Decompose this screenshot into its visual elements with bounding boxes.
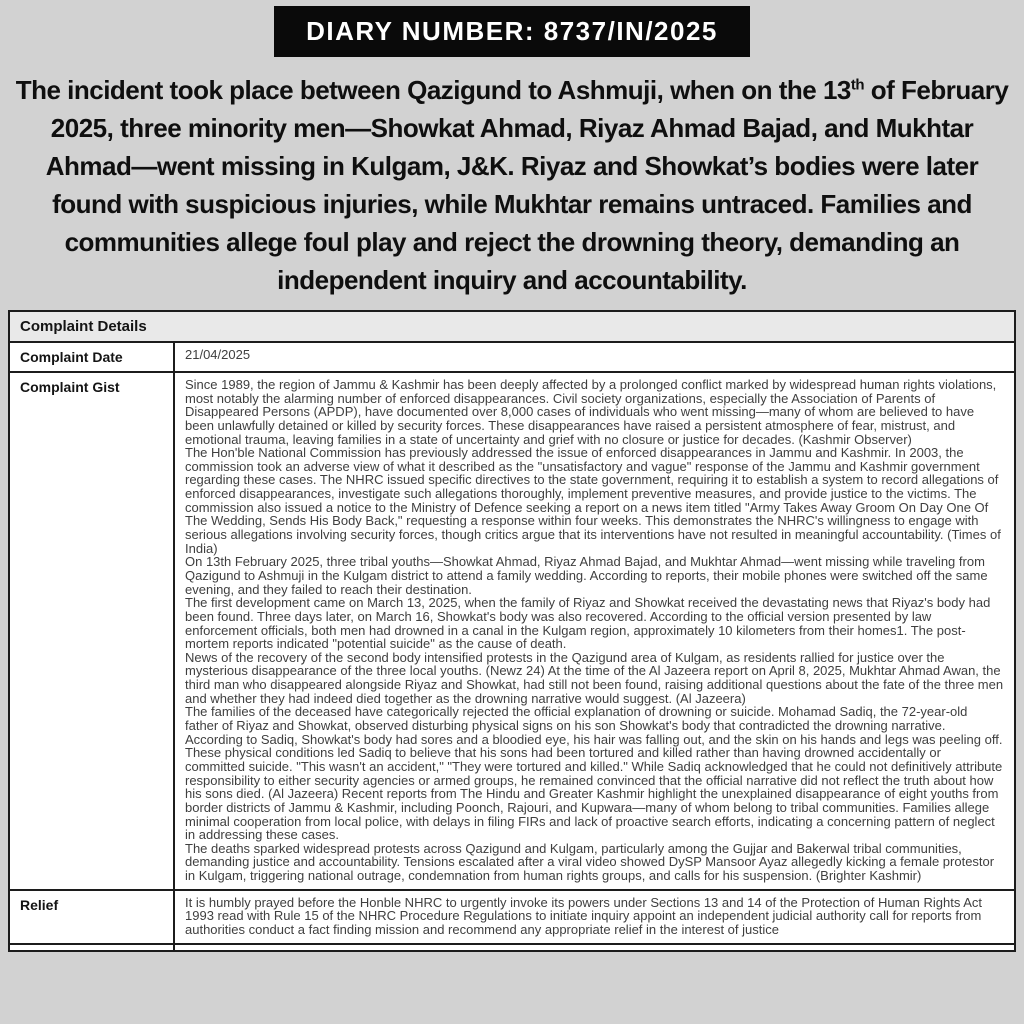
table-title: Complaint Details <box>9 311 1015 342</box>
stub-value-cell <box>174 944 1015 951</box>
stub-label-cell <box>9 944 174 951</box>
complaint-details-table <box>8 310 1016 952</box>
paragraph: On 13th February 2025, three tribal youths—Showkat Ahmad, Riyaz Ahmad Bajad, and Mukhtar Ahmad—went missing while traveling from Qazigund to Ashmuji in the Kulgam district to attend a family wedding. According to reports, their mobile phones were switched off the same evening, and they failed to reach their destination. <box>185 554 988 597</box>
table-row-complaint-date <box>9 342 1015 372</box>
paragraph: It is humbly prayed before the Honble NHRC to urgently invoke its powers under Sections 13 and 14 of the Protection of Human Rights Act 1993 read with Rule 15 of the NHRC Procedure Regulations to initiate inquiry appoint an independent judicial authority call for reports from authorities conduct a fact finding mission and recommend any appropriate relief in the interest of justice <box>185 894 983 937</box>
table-row-relief <box>9 890 1015 944</box>
row-value-complaint-gist <box>174 372 1015 890</box>
table-row-complaint-gist <box>9 372 1015 890</box>
diary-number-banner: DIARY NUMBER: 8737/IN/2025 <box>274 6 750 57</box>
table-header-row <box>9 311 1015 342</box>
row-label-complaint-gist: Complaint Gist <box>9 372 174 890</box>
incident-summary-text-end: of February 2025, three minority men—Showkat Ahmad, Riyaz Ahmad Bajad, and Mukhtar Ahmad—went missing in Kulgam, J&K. Riyaz and Showkat’s bodies were later found with suspicious injuries, while Mukhtar remains untraced. Families and communities allege foul play and reject the drowning theory, demanding an independent inquiry and accountability. <box>45 75 1009 295</box>
row-value-relief <box>174 890 1015 944</box>
paragraph: Since 1989, the region of Jammu & Kashmir has been deeply affected by a prolonged conflict marked by widespread human rights violations, most notably the alarming number of enforced disappearances. Civil society organizations, especially the Association of Parents of Disappeared Persons (APDP), have documented over 8,000 cases of individuals who went missing—many of whom are believed to have been unlawfully detained or killed by security forces. These disappearances have raised a persistent atmosphere of fear, mistrust, and emotional trauma, leaving families in a state of uncertainty and grief with no closure or justice for decades. (Kashmir Observer) <box>185 377 997 447</box>
ordinal-superscript: th <box>850 76 865 94</box>
row-value-complaint-date: 21/04/2025 <box>174 342 1015 372</box>
complaint-document-page <box>0 6 1024 1024</box>
row-label-complaint-date: Complaint Date <box>9 342 174 372</box>
paragraph: The Hon'ble National Commission has previously addressed the issue of enforced disappearances in Jammu and Kashmir. In 2003, the commission took an adverse view of what it described as the "unsatisfactory and vague" response of the Jammu and Kashmir government regarding these cases. The NHRC issued specific directives to the state government, requiring it to establish a system to record allegations of enforced disappearances, investigate such allegations thoroughly, implement preventive measures, and provide justice to the victims. The commission also issued a notice to the Ministry of Defence seeking a report on a news item titled "Army Takes Away Groom On Day One Of The Wedding, Sends His Body Back," requesting a response within four weeks. This demonstrates the NHRC's willingness to engage with serious allegations involving security forces, though critics argue that its interventions have not resulted in meaningful accountability. (Times of India) <box>185 445 1001 556</box>
paragraph: News of the recovery of the second body intensified protests in the Qazigund area of Kulgam, as residents rallied for justice over the mysterious disappearance of the three local youths. (Newz 24) At the time of the Al Jazeera report on April 8, 2025, Mukhtar Ahmad Awan, the third man who disappeared alongside Riyaz and Showkat, had still not been found, raising additional questions about the fate of the three men and whether they had indeed died together as the drowning narrative would suggest. (Al Jazeera) <box>185 649 1004 706</box>
paragraph: The deaths sparked widespread protests across Qazigund and Kulgam, particularly among the Gujjar and Bakerwal tribal communities, demanding justice and accountability. Tensions escalated after a viral video showed DySP Mansoor Ayaz allegedly kicking a female protestor in Kulgam, triggering national outrage, condemnation from human rights groups, and calls for his suspension. (Brighter Kashmir) <box>185 840 995 884</box>
incident-summary-text-start: The incident took place between Qazigund to Ashmuji, when on the 13 <box>15 75 851 105</box>
incident-summary-paragraph <box>12 71 1012 299</box>
row-label-relief: Relief <box>9 890 174 944</box>
paragraph: The first development came on March 13, 2025, when the family of Riyaz and Showkat received the devastating news that Riyaz's body had been found. Three days later, on March 16, Showkat's body was also recovered. According to the official version presented by law enforcement officials, both men had drowned in a canal in the Kulgam region, approximately 10 kilometers from their homes1. The post-mortem reports indicated "potential suicide" as the cause of death. <box>185 595 991 652</box>
table-row-cutoff-stub <box>9 944 1015 951</box>
paragraph: The families of the deceased have categorically rejected the official explanation of drowning or suicide. Mohamad Sadiq, the 72-year-old father of Riyaz and Showkat, observed disturbing physical signs on his son Showkat's body that contradicted the drowning narrative. According to Sadiq, Showkat's body had sores and a bloodied eye, his hair was falling out, and the skin on his hands and legs was peeling off. These physical conditions led Sadiq to believe that his sons had been tortured and killed rather than having drowned accidentally or committed suicide. "This wasn't an accident," "They were tortured and killed." While Sadiq acknowledged that he could not definitively attribute responsibility to either security agencies or armed groups, he remained convinced that the official narrative did not reflect the truth about how his sons died. (Al Jazeera) Recent reports from The Hindu and Greater Kashmir highlight the unexplained disappearance of eight youths from border districts of Jammu & Kashmir, including Poonch, Rajouri, and Kupwara—many of whom belong to tribal communities. Families allege minimal cooperation from local police, with delays in filing FIRs and lack of proactive search efforts, indicating a concerning pattern of neglect in addressing these cases. <box>185 704 1003 843</box>
